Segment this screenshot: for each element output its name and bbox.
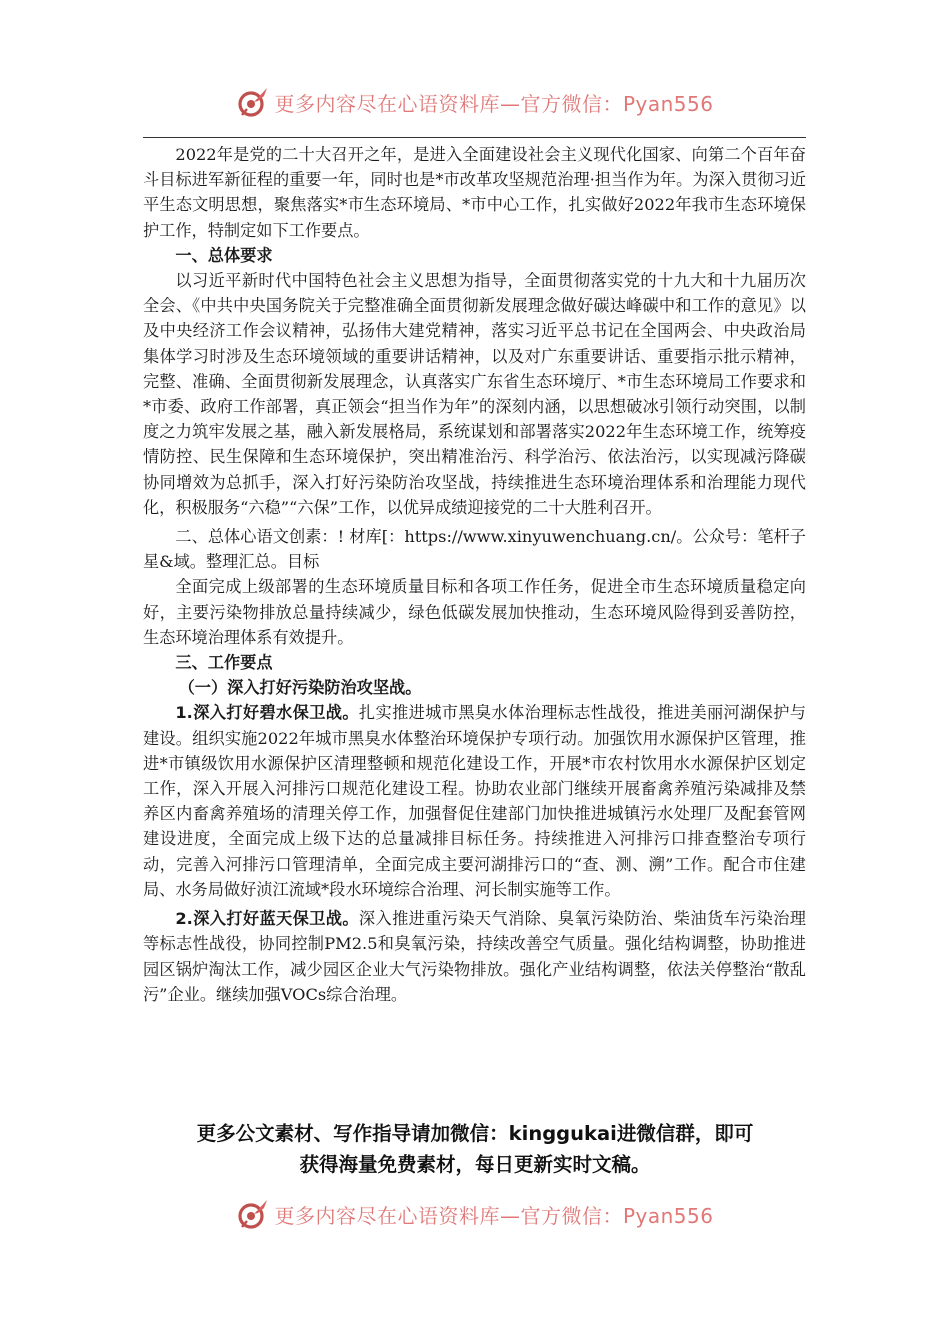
section-2-heading: 二、总体心语文创素：! 材库[：https://www.xinyuwenchuang.cn/。公众号：笔杆子星&域。整理汇总。目标 bbox=[143, 527, 806, 572]
item-2-paragraph bbox=[143, 906, 806, 1007]
section-1-heading: 一、总体要求 bbox=[175, 245, 273, 265]
header-banner bbox=[0, 82, 950, 122]
item-2-text: 深入推进重污染天气消除、臭氧污染防治、柴油货车污染治理等标志性战役，协同控制PM2.5和臭氧污染，持续改善空气质量。强化结构调整，协助推进园区锅炉淘汰工作，减少园区企业大气污染物排放。强化产业结构调整，依法关停整治“散乱污”企业。继续加强VOCs综合治理。 bbox=[143, 909, 806, 1004]
quill-logo-icon bbox=[236, 85, 270, 119]
promo-notice bbox=[130, 1118, 820, 1180]
section-1-paragraph: 以习近平新时代中国特色社会主义思想为指导，全面贯彻落实党的十九大和十九届历次全会、《中共中央国务院关于完整准确全面贯彻新发展理念做好碳达峰碳中和工作的意见》以及中央经济工作会议精神，弘扬伟大建党精神，落实习近平总书记在全国两会、中央政治局集体学习时涉及生态环境领域的重要讲话精神，以及对广东重要讲话、重要指示批示精神，完整、准确、全面贯彻新发展理念，认真落实广东省生态环境厅、*市生态环境局工作要求和*市委、政府工作部署，真正领会“担当作为年”的深刻内涵，以思想破冰引领行动突围，以制度之力筑牢发展之基，融入新发展格局，系统谋划和部署落实2022年生态环境工作，统筹疫情防控、民生保障和生态环境保护，突出精准治污、科学治污、依法治污，以实现减污降碳协同增效为总抓手，深入打好污染防治攻坚战，持续推进生态环境治理体系和治理能力现代化，积极服务“六稳”“六保”工作，以优异成绩迎接党的二十大胜利召开。 bbox=[143, 271, 806, 517]
item-1-paragraph bbox=[143, 700, 806, 902]
section-2-paragraph: 全面完成上级部署的生态环境质量目标和各项工作任务，促进全市生态环境质量稳定向好，主要污染物排放总量持续减少，绿色低碳发展加快推动，生态环境风险得到妥善防控，生态环境治理体系有效提升。 bbox=[143, 577, 806, 647]
section-3-heading: 三、工作要点 bbox=[175, 653, 273, 673]
item-1-text: 扎实推进城市黑臭水体治理标志性战役，推进美丽河湖保护与建设。组织实施2022年城市黑臭水体整治环境保护专项行动。加强饮用水源保护区管理，推进*市镇级饮用水源保护区清理整顿和规范化建设工作，开展*市农村饮用水水源保护区划定工作，深入开展入河排污口规范化建设工程。协助农业部门继续开展畜禽养殖污染减排及禁养区内畜禽养殖场的清理关停工作，加强督促住建部门加快推进城镇污水处理厂及配套管网建设进度，全面完成上级下达的总量减排目标任务。持续推进入河排污口排查整治专项行动，完善入河排污口管理清单，全面完成主要河湖排污口的“查、测、溯”工作。配合市住建局、水务局做好浈江流域*段水环境综合治理、河长制实施等工作。 bbox=[143, 703, 806, 899]
promo-line-2: 获得海量免费素材，每日更新实时文稿。 bbox=[299, 1153, 651, 1176]
header-divider bbox=[143, 137, 806, 138]
subsection-1-heading: （一）深入打好污染防治攻坚战。 bbox=[178, 678, 422, 698]
item-2-title: 2.深入打好蓝天保卫战。 bbox=[175, 909, 359, 929]
footer-banner-text: 更多内容尽在心语资料库—官方微信：Pyan556 bbox=[274, 1203, 714, 1228]
header-banner-text: 更多内容尽在心语资料库—官方微信：Pyan556 bbox=[274, 91, 714, 116]
quill-logo-icon bbox=[236, 1197, 270, 1231]
document-body bbox=[143, 142, 806, 1007]
footer-banner bbox=[0, 1194, 950, 1234]
item-1-title: 1.深入打好碧水保卫战。 bbox=[175, 703, 359, 723]
promo-line-1: 更多公文素材、写作指导请加微信：kinggukai进微信群，即可 bbox=[196, 1122, 754, 1145]
intro-paragraph: 2022年是党的二十大召开之年，是进入全面建设社会主义现代化国家、向第二个百年奋斗目标进军新征程的重要一年，同时也是*市改革攻坚规范治理·担当作为年。为深入贯彻习近平生态文明思想，聚焦落实*市生态环境局、*市中心工作，扎实做好2022年我市生态环境保护工作，特制定如下工作要点。 bbox=[143, 145, 806, 240]
